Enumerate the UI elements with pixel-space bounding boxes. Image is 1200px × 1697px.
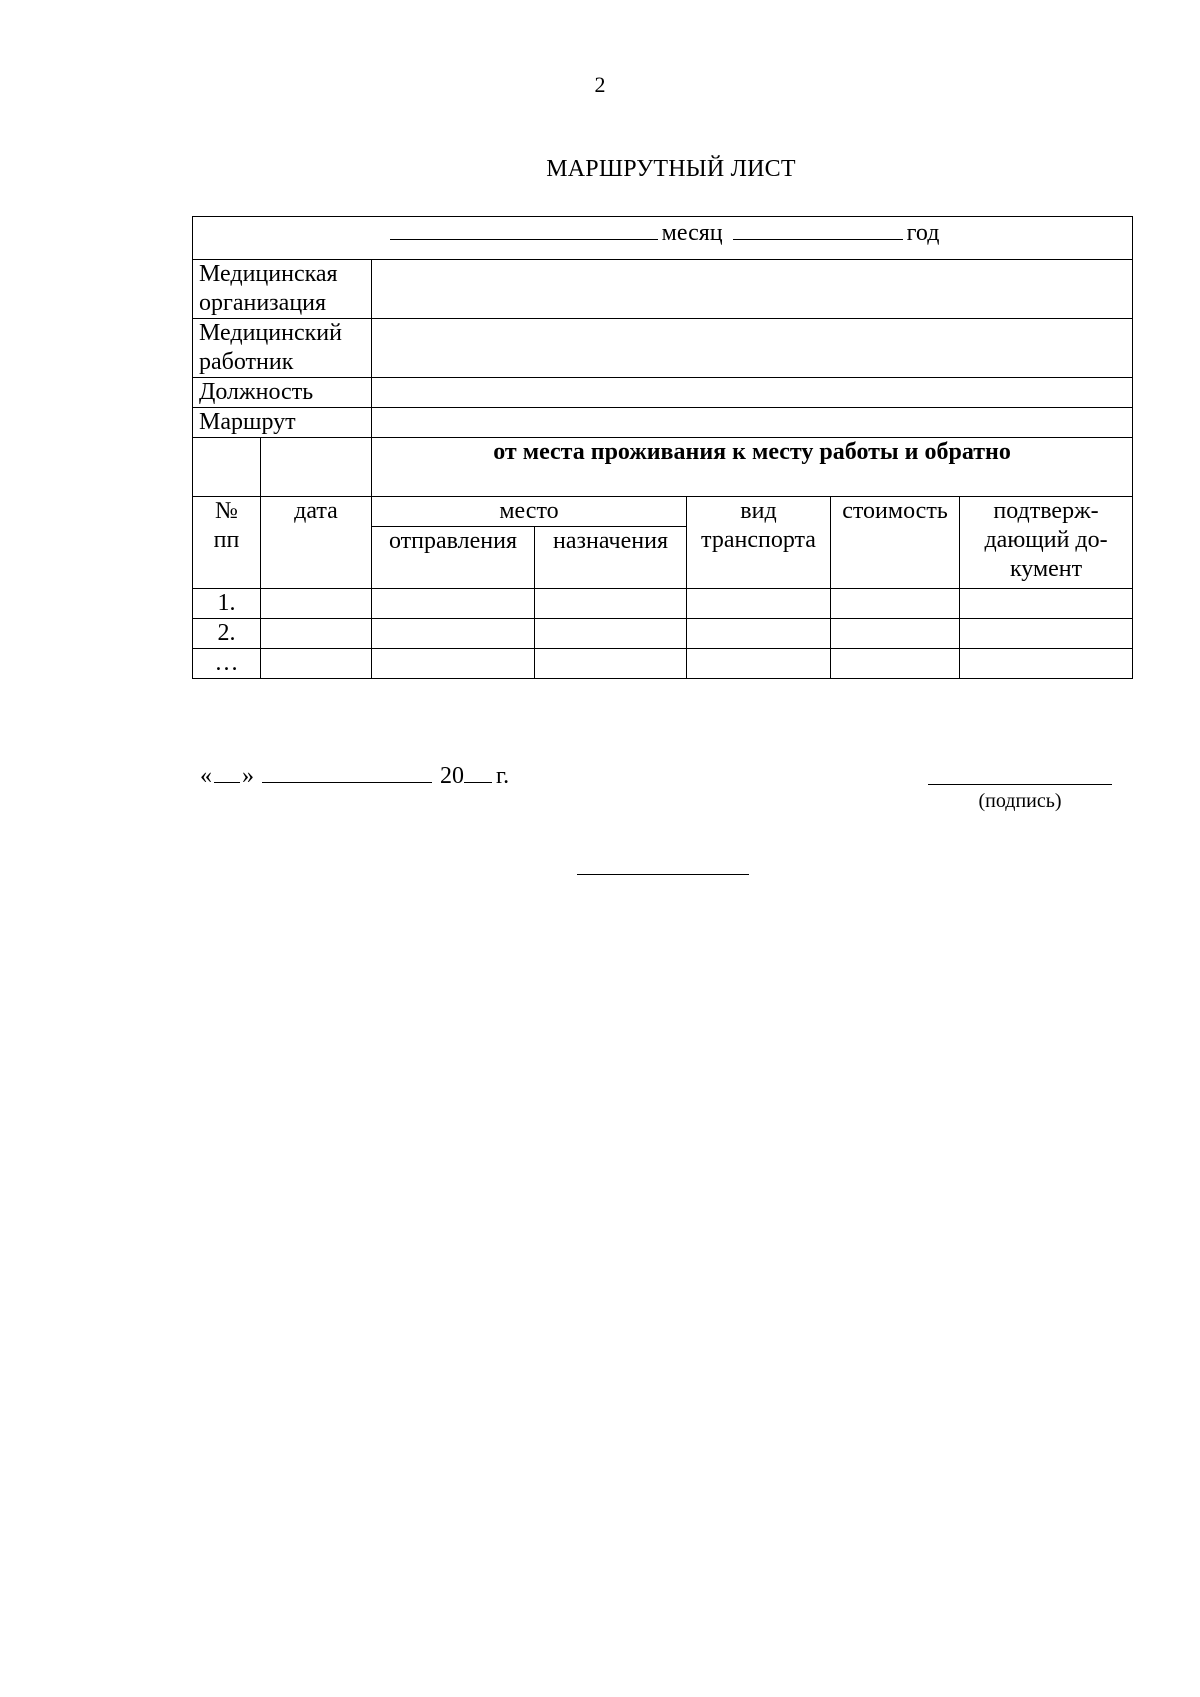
- cell-departure[interactable]: [372, 619, 535, 649]
- document-title: МАРШРУТНЫЙ ЛИСТ: [546, 156, 796, 182]
- month-blank[interactable]: [390, 217, 658, 240]
- year-suffix: г.: [496, 763, 510, 789]
- info-row-worker: [193, 319, 1133, 378]
- cell-cost[interactable]: [831, 589, 960, 619]
- info-value-route[interactable]: [372, 408, 1133, 438]
- info-label-worker: [193, 319, 372, 378]
- cell-transport[interactable]: [687, 649, 831, 679]
- info-label-route: Маршрут: [193, 408, 372, 438]
- footer-date: [200, 760, 509, 790]
- info-value-worker[interactable]: [372, 319, 1133, 378]
- subtitle-row: [193, 438, 1133, 497]
- year-digits-blank[interactable]: [464, 760, 492, 783]
- cell-departure[interactable]: [372, 589, 535, 619]
- info-label-line: организация: [199, 290, 327, 316]
- column-header-place: место: [372, 497, 687, 527]
- info-label-line: Медицинский: [199, 320, 342, 346]
- cell-document[interactable]: [960, 649, 1133, 679]
- table-row: [193, 649, 1133, 679]
- table-row: [193, 619, 1133, 649]
- year-prefix: 20: [440, 763, 464, 789]
- header-text: №: [215, 498, 238, 524]
- column-header-number: [193, 497, 261, 589]
- table-row: [193, 589, 1133, 619]
- header-text: пп: [213, 527, 240, 553]
- cell-destination[interactable]: [535, 619, 687, 649]
- month-label: месяц: [661, 220, 723, 246]
- route-sheet-table: [192, 216, 1133, 679]
- row-number: 2.: [193, 619, 261, 649]
- cell-date[interactable]: [261, 649, 372, 679]
- route-subtitle: от места проживания к месту работы и обратно: [372, 438, 1133, 497]
- info-label-position: Должность: [193, 378, 372, 408]
- cell-date[interactable]: [261, 619, 372, 649]
- cell-cost[interactable]: [831, 649, 960, 679]
- info-label-line: работник: [199, 349, 294, 375]
- cell-date[interactable]: [261, 589, 372, 619]
- column-header-transport: [687, 497, 831, 589]
- info-row-route: [193, 408, 1133, 438]
- empty-cell: [193, 438, 261, 497]
- header-text: вид: [740, 498, 777, 524]
- column-header-document: [960, 497, 1133, 589]
- column-header-departure: отправления: [372, 527, 535, 589]
- cell-destination[interactable]: [535, 649, 687, 679]
- cell-departure[interactable]: [372, 649, 535, 679]
- column-header-cost: стоимость: [831, 497, 960, 589]
- page-number: 2: [594, 72, 606, 97]
- empty-cell: [261, 438, 372, 497]
- day-blank[interactable]: [214, 760, 240, 783]
- header-text: дающий до-: [984, 527, 1108, 553]
- header-text: подтверж-: [993, 498, 1099, 524]
- cell-transport[interactable]: [687, 619, 831, 649]
- header-row-1: [193, 497, 1133, 527]
- year-label: год: [906, 220, 940, 246]
- column-header-destination: назначения: [535, 527, 687, 589]
- cell-transport[interactable]: [687, 589, 831, 619]
- signature-line[interactable]: [928, 784, 1112, 785]
- signature-label: (подпись): [978, 790, 1062, 812]
- header-text: кумент: [1009, 556, 1083, 582]
- cell-destination[interactable]: [535, 589, 687, 619]
- column-header-date: дата: [261, 497, 372, 589]
- info-label-organization: [193, 260, 372, 319]
- info-value-position[interactable]: [372, 378, 1133, 408]
- info-row-organization: [193, 260, 1133, 319]
- row-number: …: [193, 649, 261, 679]
- open-quote: «: [200, 763, 212, 789]
- month-name-blank[interactable]: [262, 760, 432, 783]
- period-row: [193, 217, 1133, 260]
- cell-document[interactable]: [960, 589, 1133, 619]
- header-text: транспорта: [701, 527, 816, 553]
- cell-cost[interactable]: [831, 619, 960, 649]
- end-divider: [577, 874, 749, 875]
- year-blank[interactable]: [733, 217, 903, 240]
- close-quote: »: [242, 763, 254, 789]
- cell-document[interactable]: [960, 619, 1133, 649]
- period-cell: [193, 217, 1133, 260]
- info-label-line: Медицинская: [199, 261, 338, 287]
- info-row-position: [193, 378, 1133, 408]
- info-value-organization[interactable]: [372, 260, 1133, 319]
- row-number: 1.: [193, 589, 261, 619]
